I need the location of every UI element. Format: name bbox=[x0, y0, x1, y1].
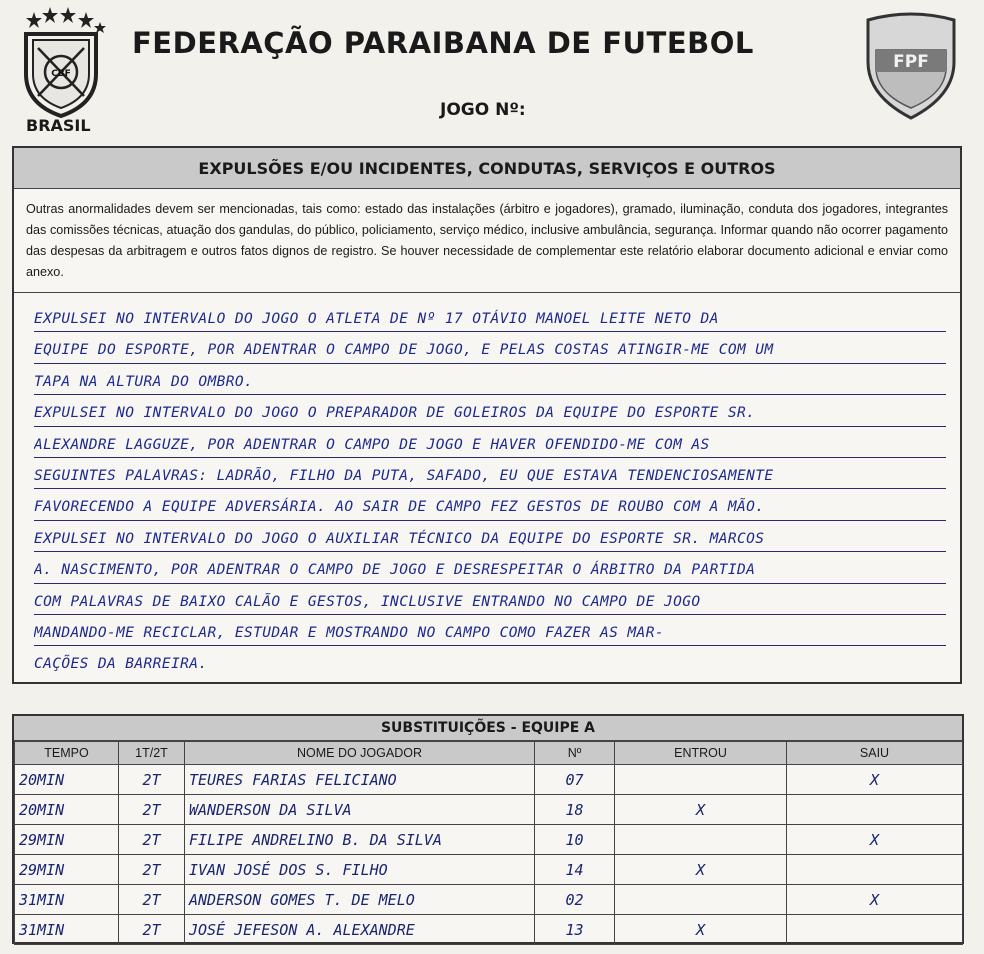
table-row bbox=[15, 825, 963, 855]
incident-report-text bbox=[14, 293, 960, 677]
cell-half: 2T bbox=[119, 915, 185, 945]
column-header-saiu: SAIU bbox=[787, 742, 963, 765]
substitutions-title: SUBSTITUIÇÕES - EQUIPE A bbox=[14, 716, 962, 741]
cell-player-name: JOSÉ JEFESON A. ALEXANDRE bbox=[185, 915, 535, 945]
cell-half: 2T bbox=[119, 795, 185, 825]
cell-number: 18 bbox=[535, 795, 615, 825]
cell-number: 14 bbox=[535, 855, 615, 885]
cell-player-name: IVAN JOSÉ DOS S. FILHO bbox=[185, 855, 535, 885]
cell-tempo: 20MIN bbox=[15, 795, 119, 825]
cell-player-name: TEURES FARIAS FELICIANO bbox=[185, 765, 535, 795]
brasil-label: BRASIL bbox=[26, 116, 91, 135]
cell-half: 2T bbox=[119, 765, 185, 795]
cell-player-name: ANDERSON GOMES T. DE MELO bbox=[185, 885, 535, 915]
cell-entrou bbox=[615, 885, 787, 915]
incidents-instructions: Outras anormalidades devem ser mencionadas, tais como: estado das instalações (árbitro e jogadores), gramado, iluminação, conduta dos jogadores, integrantes das comissões técnicas, atuação dos gandulas, do público, policiamento, serviço médico, inclusive ambulância, segurança. Informar quando não ocorrer pagamento das despesas da arbitragem e outros fatos dignos de registro. Se houver necessidade de complementar este relatório elaborar documento adicional e enviar como anexo. bbox=[14, 189, 960, 293]
report-line: COM PALAVRAS DE BAIXO CALÃO E GESTOS, INCLUSIVE ENTRANDO NO CAMPO DE JOGO bbox=[34, 584, 946, 615]
report-line: EXPULSEI NO INTERVALO DO JOGO O ATLETA DE Nº 17 OTÁVIO MANOEL LEITE NETO DA bbox=[34, 301, 946, 332]
column-header-half: 1T/2T bbox=[119, 742, 185, 765]
column-header-entrou: ENTROU bbox=[615, 742, 787, 765]
report-line: CAÇÕES DA BARREIRA. bbox=[34, 656, 208, 673]
cell-half: 2T bbox=[119, 855, 185, 885]
cell-entrou bbox=[615, 825, 787, 855]
report-line: FAVORECENDO A EQUIPE ADVERSÁRIA. AO SAIR DE CAMPO FEZ GESTOS DE ROUBO COM A MÃO. bbox=[34, 489, 946, 520]
substitutions-section bbox=[12, 714, 964, 944]
report-line: SEGUINTES PALAVRAS: LADRÃO, FILHO DA PUTA, SAFADO, EU QUE ESTAVA TENDENCIOSAMENTE bbox=[34, 458, 946, 489]
cell-saiu: X bbox=[787, 825, 963, 855]
cell-tempo: 31MIN bbox=[15, 885, 119, 915]
cell-tempo: 20MIN bbox=[15, 765, 119, 795]
svg-text:FPF: FPF bbox=[893, 52, 929, 72]
table-row bbox=[15, 885, 963, 915]
column-header-tempo: TEMPO bbox=[15, 742, 119, 765]
cell-number: 10 bbox=[535, 825, 615, 855]
cell-entrou: X bbox=[615, 915, 787, 945]
report-line: MANDANDO-ME RECICLAR, ESTUDAR E MOSTRANDO NO CAMPO COMO FAZER AS MAR- bbox=[34, 615, 946, 646]
table-row bbox=[15, 855, 963, 885]
table-row bbox=[15, 765, 963, 795]
fpf-crest-logo bbox=[864, 10, 958, 122]
table-row bbox=[15, 795, 963, 825]
incidents-title: EXPULSÕES E/OU INCIDENTES, CONDUTAS, SERVIÇOS E OUTROS bbox=[14, 148, 960, 189]
cell-number: 07 bbox=[535, 765, 615, 795]
svg-text:CBF: CBF bbox=[51, 69, 71, 79]
incidents-section bbox=[12, 146, 962, 684]
report-line: TAPA NA ALTURA DO OMBRO. bbox=[34, 364, 946, 395]
substitutions-table bbox=[14, 741, 963, 945]
cell-entrou: X bbox=[615, 795, 787, 825]
report-line: EXPULSEI NO INTERVALO DO JOGO O PREPARADOR DE GOLEIROS DA EQUIPE DO ESPORTE SR. bbox=[34, 395, 946, 426]
column-header-number: Nº bbox=[535, 742, 615, 765]
game-number-label: JOGO Nº: bbox=[440, 100, 526, 120]
cell-saiu bbox=[787, 855, 963, 885]
report-line: EXPULSEI NO INTERVALO DO JOGO O AUXILIAR TÉCNICO DA EQUIPE DO ESPORTE SR. MARCOS bbox=[34, 521, 946, 552]
cell-saiu: X bbox=[787, 885, 963, 915]
cell-number: 13 bbox=[535, 915, 615, 945]
cell-tempo: 29MIN bbox=[15, 855, 119, 885]
cell-saiu bbox=[787, 795, 963, 825]
cell-saiu bbox=[787, 915, 963, 945]
cell-number: 02 bbox=[535, 885, 615, 915]
cell-tempo: 29MIN bbox=[15, 825, 119, 855]
cell-tempo: 31MIN bbox=[15, 915, 119, 945]
cell-half: 2T bbox=[119, 825, 185, 855]
form-header bbox=[0, 0, 984, 140]
cell-player-name: WANDERSON DA SILVA bbox=[185, 795, 535, 825]
column-header-player-name: NOME DO JOGADOR bbox=[185, 742, 535, 765]
cell-half: 2T bbox=[119, 885, 185, 915]
cell-player-name: FILIPE ANDRELINO B. DA SILVA bbox=[185, 825, 535, 855]
table-header-row bbox=[15, 742, 963, 765]
cell-saiu: X bbox=[787, 765, 963, 795]
report-line: ALEXANDRE LAGGUZE, POR ADENTRAR O CAMPO DE JOGO E HAVER OFENDIDO-ME COM AS bbox=[34, 427, 946, 458]
cell-entrou: X bbox=[615, 855, 787, 885]
cell-entrou bbox=[615, 765, 787, 795]
federation-title: FEDERAÇÃO PARAIBANA DE FUTEBOL bbox=[132, 26, 754, 60]
report-line: A. NASCIMENTO, POR ADENTRAR O CAMPO DE JOGO E DESRESPEITAR O ÁRBITRO DA PARTIDA bbox=[34, 552, 946, 583]
report-line: EQUIPE DO ESPORTE, POR ADENTRAR O CAMPO DE JOGO, E PELAS COSTAS ATINGIR-ME COM UM bbox=[34, 332, 946, 363]
table-row bbox=[15, 915, 963, 945]
